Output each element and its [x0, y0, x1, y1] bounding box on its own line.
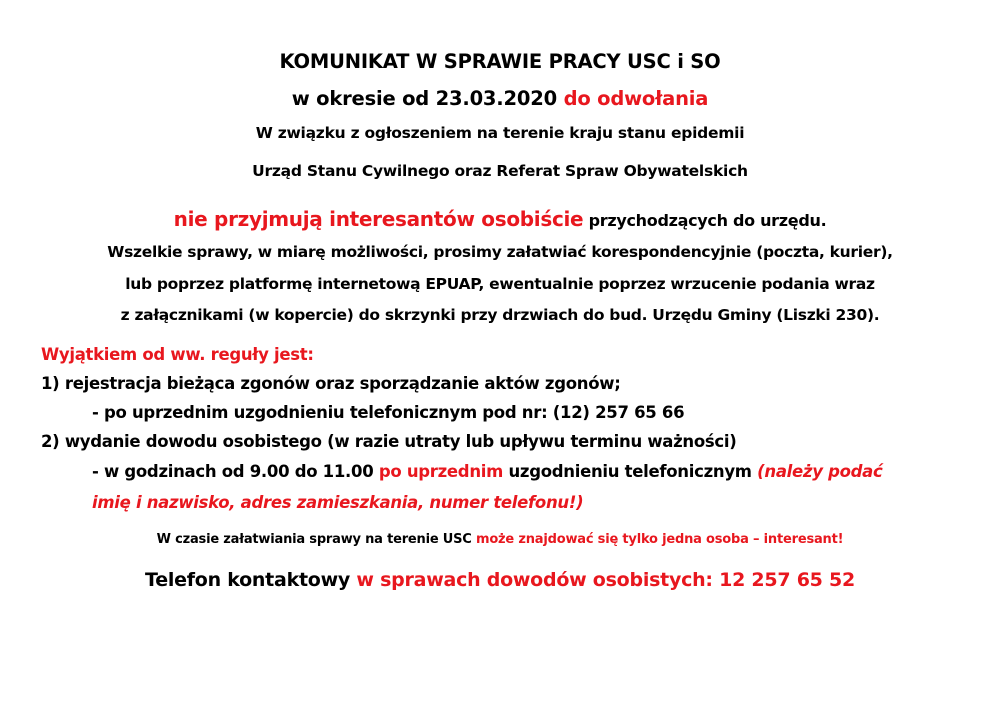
contact-phone-label: Telefon kontaktowy: [145, 569, 357, 591]
title-line-2: [0, 87, 1000, 110]
exception-item-2-prior: po uprzednim: [378, 462, 504, 481]
single-person-note-lead: W czasie załatwiania sprawy na terenie USC: [156, 532, 476, 547]
no-visitors-emphasis: nie przyjmują interesantów osobiście: [173, 207, 584, 231]
paragraph-line-3: z załącznikami (w kopercie) do skrzynki przy drzwiach do bud. Urzędu Gminy (Liszki 230).: [120, 306, 880, 324]
paragraph-line-1: Wszelkie sprawy, w miarę możliwości, prosimy załatwiać korespondencyjnie (poczta, kurier),: [107, 243, 893, 261]
exception-item-2: 2) wydanie dowodu osobistego (w razie utraty lub upływu terminu ważności): [41, 432, 737, 451]
exception-item-2-hours: - w godzinach od 9.00 do 11.00: [92, 462, 379, 481]
exceptions-heading: Wyjątkiem od ww. reguły jest:: [41, 345, 314, 364]
title-date-range: w okresie od 23.03.2020: [291, 87, 564, 110]
paragraph-line-2: lub poprzez platformę internetową EPUAP, ewentualnie poprzez wrzucenie podania wraz: [125, 275, 875, 293]
exception-item-1: 1) rejestracja bieżąca zgonów oraz sporządzanie aktów zgonów;: [41, 374, 621, 393]
contact-phone-line: [0, 569, 1000, 591]
intro-offices-line: Urząd Stanu Cywilnego oraz Referat Spraw Obywatelskich: [252, 162, 748, 180]
title-line-1: KOMUNIKAT W SPRAWIE PRACY USC i SO: [279, 50, 721, 73]
exception-item-2-required-info: (należy podać: [757, 462, 883, 481]
contact-phone-number: w sprawach dowodów osobistych: 12 257 65 52: [356, 569, 855, 591]
single-person-note: [0, 532, 1000, 547]
no-visitors-rest: przychodzących do urzędu.: [583, 211, 827, 230]
exception-item-2-detail: [92, 462, 882, 481]
exception-item-1-detail: - po uprzednim uzgodnieniu telefonicznym pod nr: (12) 257 65 66: [92, 403, 685, 422]
title-until-revoked: do odwołania: [563, 87, 709, 110]
exception-item-2-required-info-cont: imię i nazwisko, adres zamieszkania, numer telefonu!): [92, 493, 584, 512]
no-visitors-line: [0, 207, 1000, 231]
exception-item-2-phone-arrangement: uzgodnieniu telefonicznym: [503, 462, 758, 481]
single-person-note-emphasis: może znajdować się tylko jedna osoba – interesant!: [475, 532, 844, 547]
intro-epidemic-line: W związku z ogłoszeniem na terenie kraju stanu epidemii: [255, 124, 745, 142]
